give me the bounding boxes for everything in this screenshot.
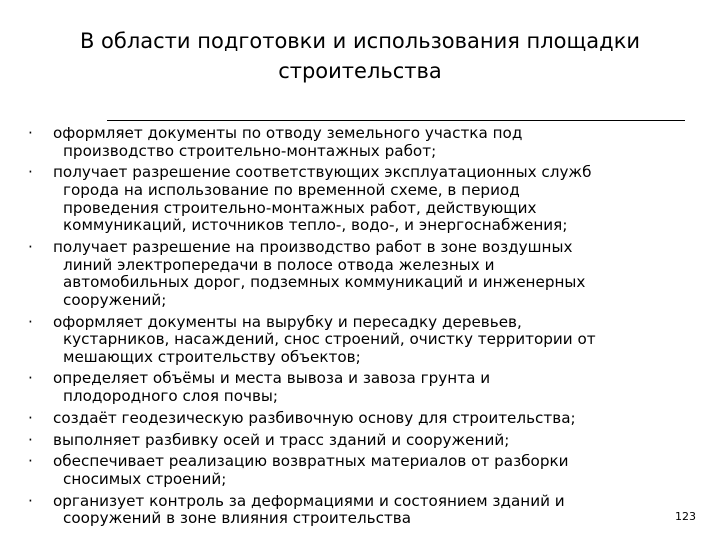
bullet-text-line: коммуникаций, источников тепло-, водо-, и энергоснабжения;: [63, 216, 568, 235]
bullet-item: [28, 125, 693, 160]
bullet-text-line: плодородного слоя почвы;: [63, 387, 279, 406]
bullet-text-line: оформляет документы на вырубку и пересадку деревьев,: [53, 312, 522, 331]
bullet-text-line: линий электропередачи в полосе отвода железных и: [63, 255, 495, 274]
bullet-marker: ·: [28, 430, 33, 449]
bullet-text-line: обеспечивает реализацию возвратных материалов от разборки: [53, 452, 569, 471]
bullet-item: [28, 370, 693, 405]
bullet-item: [28, 164, 693, 234]
title-divider: [107, 120, 685, 121]
bullet-item: [28, 493, 693, 528]
bullet-text-line: оформляет документы по отводу земельного участка под: [53, 124, 523, 142]
bullet-item: [28, 314, 693, 367]
bullet-text-line: кустарников, насаждений, снос строений, очистку территории от: [63, 330, 596, 349]
bullet-item: [28, 432, 693, 450]
bullet-marker: ·: [28, 124, 33, 142]
bullet-text-line: получает разрешение соответствующих эксплуатационных служб: [53, 163, 592, 182]
bullet-marker: ·: [28, 312, 33, 331]
bullet-item: [28, 239, 693, 309]
title-line: строительства: [278, 59, 442, 84]
bullet-text-line: выполняет разбивку осей и трасс зданий и сооружений;: [53, 430, 510, 449]
bullet-text-line: получает разрешение на производство работ в зоне воздушных: [53, 237, 573, 256]
bullet-text-line: сносимых строений;: [63, 470, 227, 488]
bullet-marker: ·: [28, 408, 33, 427]
bullet-text-line: проведения строительно-монтажных работ, действующих: [63, 198, 537, 217]
bullet-item: [28, 410, 693, 428]
title-line: В области подготовки и использования площадки: [79, 29, 641, 54]
bullet-text-line: автомобильных дорог, подземных коммуникаций и инженерных: [63, 273, 586, 292]
bullet-list: [28, 125, 693, 532]
bullet-marker: ·: [28, 163, 33, 182]
bullet-text-line: организует контроль за деформациями и состоянием зданий и: [53, 491, 565, 510]
bullet-text-line: сооружений в зоне влияния строительства: [63, 509, 412, 528]
bullet-marker: ·: [28, 237, 33, 256]
bullet-marker: ·: [28, 452, 33, 471]
bullet-marker: ·: [28, 369, 33, 388]
bullet-text-line: города на использование по временной схеме, в период: [63, 180, 520, 199]
slide-title: [40, 26, 680, 86]
page-number: 123: [675, 510, 696, 523]
bullet-text-line: производство строительно-монтажных работ;: [63, 141, 437, 160]
bullet-text-line: определяет объёмы и места вывоза и завоза грунта и: [53, 369, 491, 388]
bullet-text-line: мешающих строительству объектов;: [63, 347, 361, 366]
bullet-item: [28, 453, 693, 488]
bullet-text-line: сооружений;: [63, 290, 167, 309]
bullet-marker: ·: [28, 491, 33, 510]
bullet-text-line: создаёт геодезическую разбивочную основу для строительства;: [53, 408, 576, 427]
